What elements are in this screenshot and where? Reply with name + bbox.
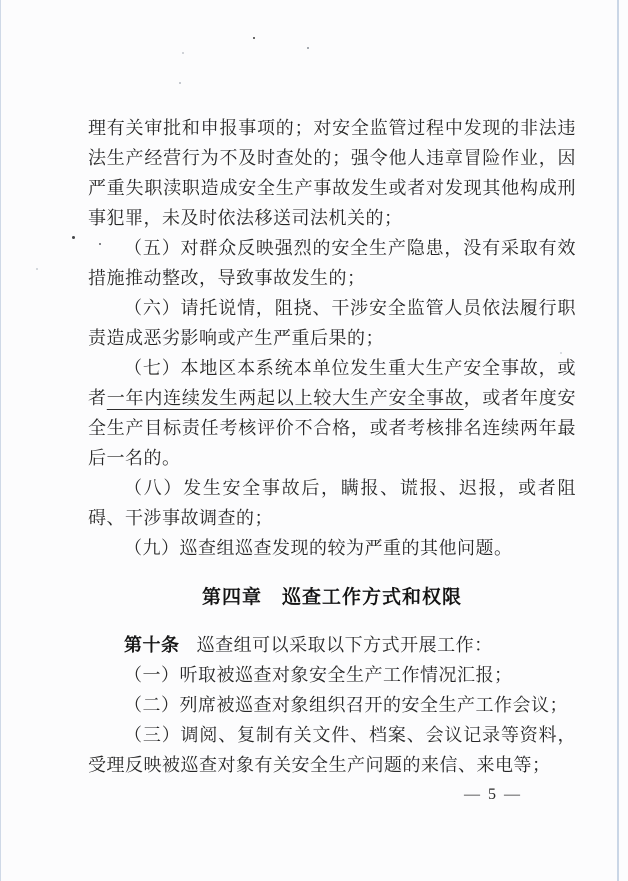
scan-edge-line-left [0, 0, 1, 881]
scan-speck [72, 236, 75, 239]
clause-item-6: （六）请托说情，阻挠、干涉安全监管人员依法履行职责造成恶劣影响或产生严重后果的； [88, 298, 576, 348]
chapter-heading: 第四章 巡查工作方式和权限 [201, 587, 462, 608]
scan-speck [36, 268, 38, 270]
clause-item-10-3: （三）调阅、复制有关文件、档案、会议记录等资料，受理反映被巡查对象有关安全生产问题的来信、来电等； [88, 725, 576, 775]
clause-item-7 [88, 353, 576, 473]
clause-item-7-pre: （七）本地区本系统本单位发生重大生产安全事故，或者 [88, 358, 576, 408]
clause-item-7-post: ，或者年度安全生产目标责任考核评价不合格，或者考核排名连续两年最后一名的。 [88, 388, 577, 468]
paragraph-continuation: 理有关审批和申报事项的；对安全监管过程中发现的非法违法生产经营行为不及时查处的；强令他人违章冒险作业，因严重失职渎职造成安全生产事故发生或者对发现其他构成刑事犯罪，未及时依法移送司法机关的； [88, 118, 576, 228]
underlined-passage: 一年内连续发生两起以上较大生产安全事故 [106, 388, 464, 408]
clause-item-8: （八）发生安全事故后，瞒报、谎报、迟报，或者阻碍、干涉事故调查的； [88, 478, 576, 528]
scan-edge-line-right [617, 0, 619, 881]
article-10 [88, 630, 576, 660]
page-number: — 5 — [464, 786, 522, 803]
clause-item-9: （九）巡查组巡查发现的较为严重的其他问题。 [124, 538, 513, 558]
document-content [88, 0, 576, 810]
clause-item-10-1: （一）听取被巡查对象安全生产工作情况汇报； [124, 665, 513, 685]
clause-item-5: （五）对群众反映强烈的安全生产隐患，没有采取有效措施推动整改，导致事故发生的； [88, 238, 576, 288]
clause-item-10-2: （二）列席被巡查对象组织召开的安全生产工作会议； [124, 695, 568, 715]
article-10-text: 巡查组可以采取以下方式开展工作： [196, 635, 493, 655]
article-10-label: 第十条 [124, 635, 180, 655]
